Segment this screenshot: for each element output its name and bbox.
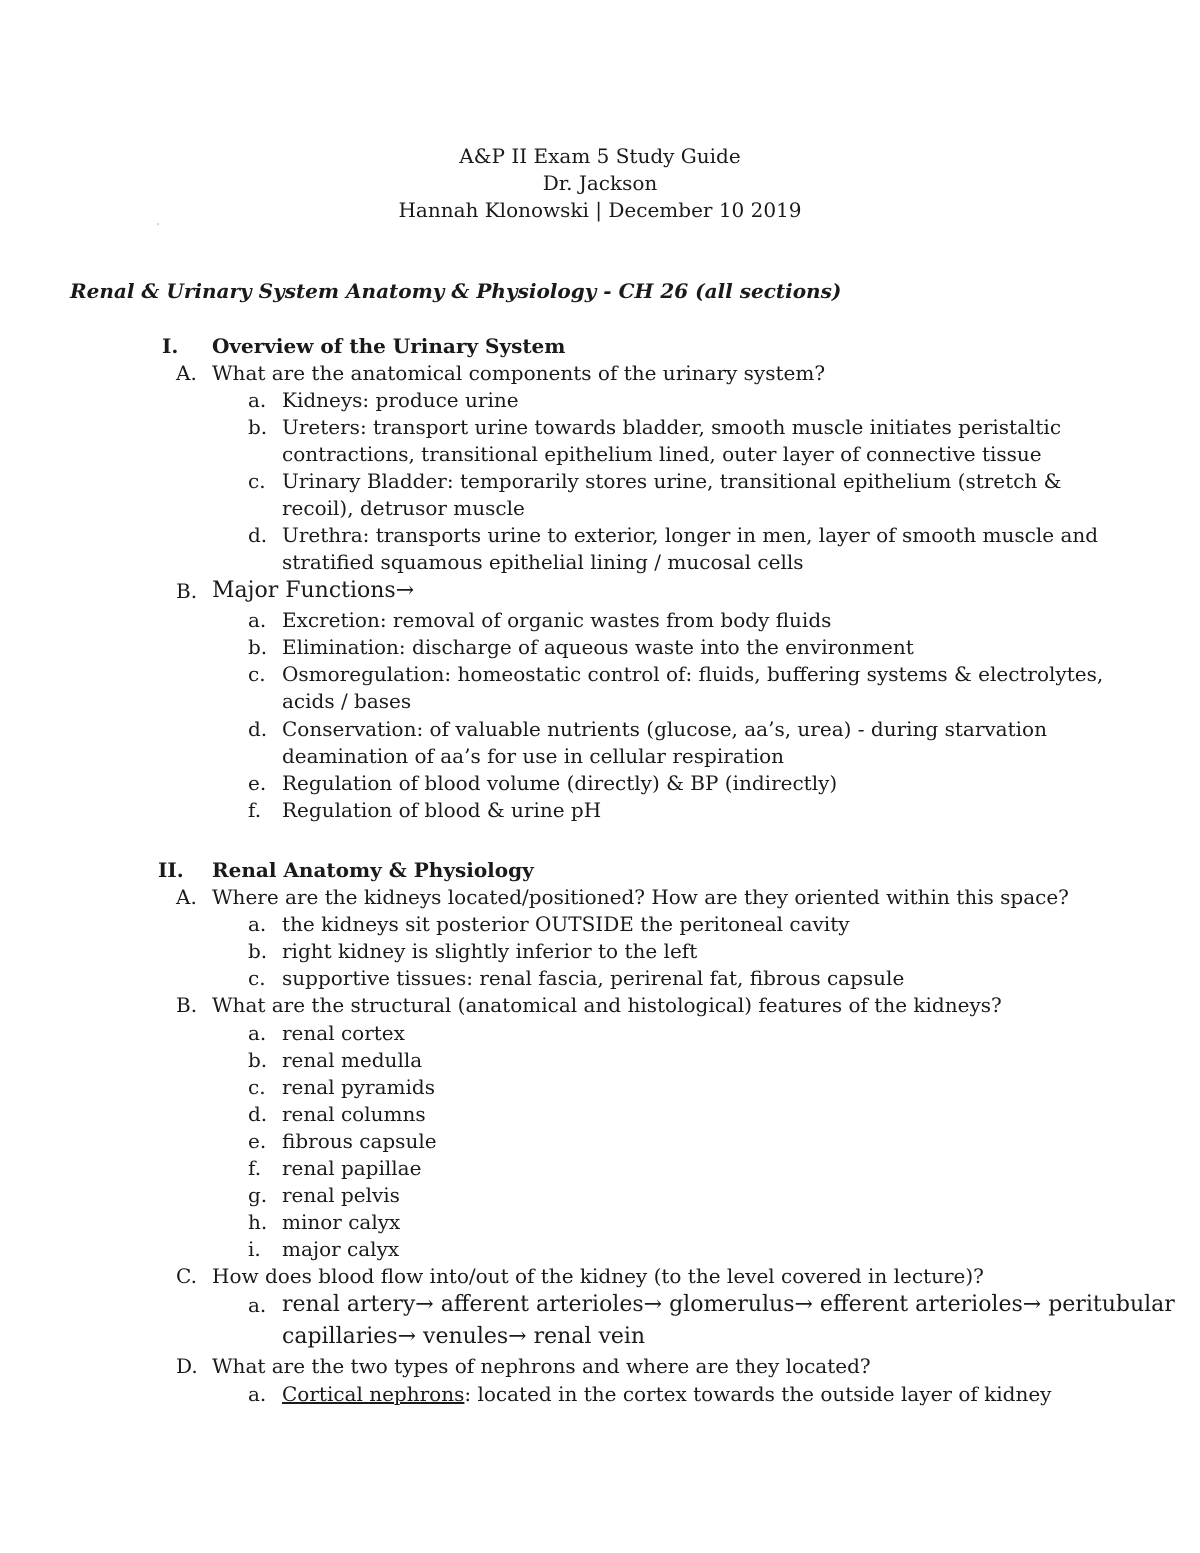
list-item: Regulation of blood & urine pH <box>282 798 602 822</box>
list-marker: g. <box>248 1183 268 1207</box>
list-marker: i. <box>248 1237 261 1261</box>
list-marker: c. <box>248 469 266 493</box>
list-item: the kidneys sit posterior OUTSIDE the peritoneal cavity <box>282 912 850 936</box>
section-title: Overview of the Urinary System <box>212 334 566 358</box>
list-item-continued: capillaries→ venules→ renal vein <box>282 1324 646 1349</box>
list-item: Regulation of blood volume (directly) & BP (indirectly) <box>282 771 838 795</box>
list-item: renal columns <box>282 1102 426 1126</box>
list-marker: e. <box>248 771 267 795</box>
list-item-continued: stratified squamous epithelial lining / mucosal cells <box>282 550 804 574</box>
list-item: renal medulla <box>282 1048 423 1072</box>
list-marker: h. <box>248 1210 268 1234</box>
list-item: fibrous capsule <box>282 1129 437 1153</box>
section-number: I. <box>162 334 179 358</box>
list-marker: b. <box>248 635 268 659</box>
list-item <box>282 1381 1051 1408</box>
stray-mark: ' <box>157 222 160 231</box>
section-title: Renal Anatomy & Physiology <box>212 858 534 882</box>
list-item: renal pyramids <box>282 1075 435 1099</box>
list-item-continued: deamination of aa’s for use in cellular respiration <box>282 744 785 768</box>
question-text: What are the two types of nephrons and where are they located? <box>212 1354 871 1378</box>
list-marker: d. <box>248 523 268 547</box>
list-marker: f. <box>248 1156 262 1180</box>
list-marker: d. <box>248 717 268 741</box>
list-marker: a. <box>248 912 267 936</box>
list-marker: e. <box>248 1129 267 1153</box>
question-text: What are the anatomical components of the urinary system? <box>212 361 826 385</box>
section-number: II. <box>158 858 184 882</box>
list-marker: c. <box>248 1075 266 1099</box>
question-letter: A. <box>176 885 197 909</box>
list-item-continued: contractions, transitional epithelium lined, outer layer of connective tissue <box>282 442 1042 466</box>
list-marker: a. <box>248 608 267 632</box>
list-item: Urethra: transports urine to exterior, longer in men, layer of smooth muscle and <box>282 523 1099 547</box>
term-cortical-nephrons: Cortical nephrons <box>282 1382 465 1406</box>
list-marker: a. <box>248 1382 267 1406</box>
list-marker: c. <box>248 966 266 990</box>
list-item: renal papillae <box>282 1156 422 1180</box>
list-item-continued: recoil), detrusor muscle <box>282 496 525 520</box>
list-item: Urinary Bladder: temporarily stores urine, transitional epithelium (stretch & <box>282 469 1062 493</box>
list-item: Osmoregulation: homeostatic control of: fluids, buffering systems & electrolytes, <box>282 662 1104 686</box>
list-item: supportive tissues: renal fascia, perirenal fat, fibrous capsule <box>282 966 905 990</box>
document-title: A&P II Exam 5 Study Guide <box>459 144 741 168</box>
list-marker: a. <box>248 1293 267 1317</box>
list-item: Kidneys: produce urine <box>282 388 519 412</box>
chapter-heading: Renal & Urinary System Anatomy & Physiology - CH 26 (all sections) <box>70 279 842 303</box>
list-marker: a. <box>248 1021 267 1045</box>
list-marker: d. <box>248 1102 268 1126</box>
question-text: Major Functions→ <box>212 578 415 603</box>
instructor-name: Dr. Jackson <box>542 171 658 195</box>
list-item: renal cortex <box>282 1021 405 1045</box>
question-text: Where are the kidneys located/positioned? How are they oriented within this space? <box>212 885 1069 909</box>
list-marker: b. <box>248 1048 268 1072</box>
list-item: major calyx <box>282 1237 400 1261</box>
list-marker: b. <box>248 939 268 963</box>
list-item: renal artery→ afferent arterioles→ glomerulus→ efferent arterioles→ peritubular <box>282 1292 1175 1317</box>
list-item: Conservation: of valuable nutrients (glucose, aa’s, urea) - during starvation <box>282 717 1047 741</box>
list-item: renal pelvis <box>282 1183 400 1207</box>
question-letter: D. <box>176 1354 198 1378</box>
question-letter: C. <box>176 1264 197 1288</box>
author-date: Hannah Klonowski | December 10 2019 <box>398 198 802 222</box>
list-item-continued: acids / bases <box>282 689 412 713</box>
question-text: How does blood flow into/out of the kidney (to the level covered in lecture)? <box>212 1264 984 1288</box>
list-item: Excretion: removal of organic wastes from body fluids <box>282 608 832 632</box>
list-marker: c. <box>248 662 266 686</box>
list-marker: b. <box>248 415 268 439</box>
question-letter: B. <box>176 993 198 1017</box>
list-item: minor calyx <box>282 1210 401 1234</box>
question-letter: B. <box>176 579 198 603</box>
question-text: What are the structural (anatomical and histological) features of the kidneys? <box>212 993 1002 1017</box>
list-marker: f. <box>248 798 262 822</box>
question-letter: A. <box>176 361 197 385</box>
list-item: right kidney is slightly inferior to the left <box>282 939 698 963</box>
list-item: Elimination: discharge of aqueous waste into the environment <box>282 635 914 659</box>
list-item: Ureters: transport urine towards bladder, smooth muscle initiates peristaltic <box>282 415 1062 439</box>
list-marker: a. <box>248 388 267 412</box>
term-description: : located in the cortex towards the outside layer of kidney <box>464 1382 1052 1406</box>
